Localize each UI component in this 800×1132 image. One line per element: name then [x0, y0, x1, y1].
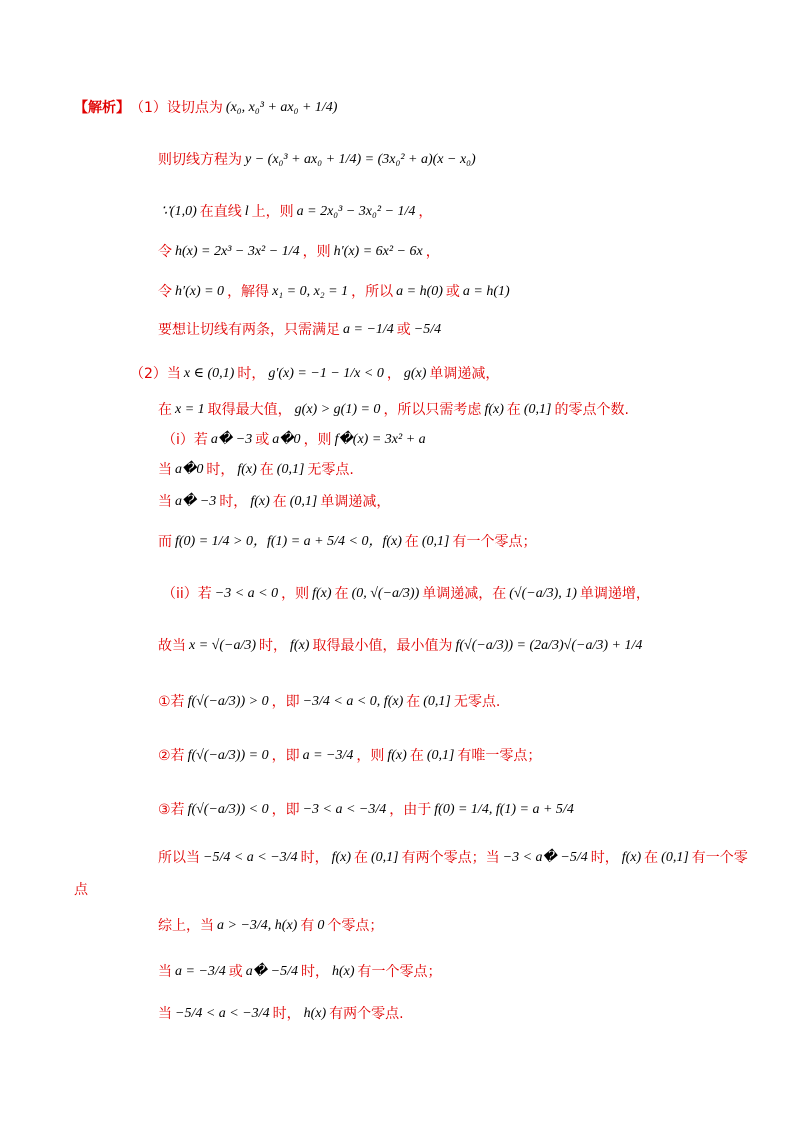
- text-line: [74, 880, 88, 900]
- text-segment: 在: [409, 748, 424, 764]
- math-expression: h(x): [303, 1006, 327, 1021]
- text-segment: 在: [259, 462, 274, 478]
- text-line: [158, 400, 629, 420]
- text-segment: 无零点.: [307, 462, 354, 478]
- text-segment: 要想让切线有两条，只需满足: [158, 322, 340, 338]
- text-segment: 令: [158, 284, 172, 300]
- text-segment: ，即: [271, 802, 300, 818]
- text-segment: 时，: [237, 366, 266, 382]
- math-expression: x = √(−a/3): [189, 638, 257, 653]
- math-expression: −5/4 < a < −3/4: [203, 850, 298, 865]
- math-expression: a > −3/4, h(x): [217, 918, 298, 933]
- text-segment: ，: [386, 366, 401, 382]
- math-expression: (x₀, x₀³ + ax₀ + 1/4): [225, 100, 338, 115]
- text-segment: 取得最小值，最小值为: [312, 638, 453, 654]
- text-line: [158, 746, 541, 766]
- text-line: [158, 636, 645, 656]
- math-expression: f(x): [331, 850, 352, 865]
- text-line: [158, 1004, 404, 1024]
- text-segment: 时，: [219, 494, 248, 510]
- math-expression: h(x): [332, 964, 355, 979]
- text-line: [158, 848, 748, 868]
- math-expression: a�0: [272, 432, 301, 447]
- math-expression: f(x): [237, 462, 257, 477]
- math-expression: −3 < a < 0: [214, 586, 279, 601]
- text-segment: 或: [255, 432, 270, 448]
- math-expression: g(x) > g(1) = 0: [294, 402, 381, 417]
- math-expression: f(x): [250, 494, 270, 509]
- text-segment: ，即: [271, 748, 300, 764]
- text-segment: 时，: [206, 462, 235, 478]
- text-segment: ，即: [271, 694, 300, 710]
- math-expression: (0,1]: [421, 534, 450, 549]
- text-line: [130, 364, 499, 384]
- text-line: [158, 202, 432, 222]
- math-expression: f(√(−a/3)) = (2a/3)√(−a/3) + 1/4: [455, 638, 643, 653]
- math-expression: f(x): [387, 748, 407, 763]
- math-expression: x ∈ (0,1): [183, 366, 235, 381]
- math-expression: (√(−a/3), 1): [509, 586, 577, 601]
- text-line: [158, 282, 513, 302]
- text-segment: 或: [228, 964, 243, 980]
- text-segment: 在: [334, 586, 349, 602]
- math-expression: f(0) = 1/4, f(1) = a + 5/4: [434, 802, 574, 817]
- math-expression: f(x): [484, 402, 504, 417]
- math-expression: −5/4 < a < −3/4: [175, 1006, 270, 1021]
- text-line: [158, 242, 440, 262]
- math-expression: (0, √(−a/3)): [351, 586, 420, 601]
- text-segment: 无零点.: [453, 694, 501, 710]
- text-line: [158, 962, 442, 982]
- text-segment: ，则: [303, 432, 332, 448]
- text-line: [158, 800, 577, 820]
- text-segment: （1）设切点为: [130, 100, 223, 116]
- math-expression: g(x): [403, 366, 427, 381]
- text-segment: 或: [396, 322, 411, 338]
- math-expression: 0: [317, 918, 325, 933]
- math-expression: a = h(1): [462, 284, 510, 299]
- text-segment: 在: [272, 494, 287, 510]
- text-segment: （ii）若: [162, 586, 212, 602]
- text-segment: 单调递减，: [429, 366, 500, 382]
- text-segment: 有两个零点；当: [401, 850, 500, 866]
- math-expression: f(√(−a/3)) = 0: [187, 748, 269, 763]
- math-expression: x = 1: [175, 402, 205, 417]
- text-segment: 单调递增，: [579, 586, 650, 602]
- math-expression: −3 < a < −3/4: [302, 802, 387, 817]
- text-segment: 当: [158, 494, 172, 510]
- text-segment: ，由于: [389, 802, 432, 818]
- math-expression: a = 2x₀³ − 3x₀² − 1/4: [296, 204, 416, 219]
- text-line: [158, 916, 383, 936]
- math-expression: f(√(−a/3)) < 0: [187, 802, 269, 817]
- text-segment: ②若: [158, 748, 185, 764]
- math-expression: g′(x) = −1 − 1/x < 0: [268, 366, 384, 381]
- math-expression: y − (x₀³ + ax₀ + 1/4) = (3x₀² + a)(x − x₀): [245, 152, 476, 167]
- text-segment: ，则: [356, 748, 385, 764]
- text-segment: 在: [406, 694, 421, 710]
- text-segment: 当: [158, 1006, 172, 1022]
- text-line: [74, 98, 340, 118]
- math-expression: −5/4: [413, 322, 442, 337]
- math-expression: (0,1]: [289, 494, 318, 509]
- text-segment: 有: [300, 918, 315, 934]
- text-segment: 时，: [301, 964, 329, 980]
- text-segment: ，所以只需考虑: [383, 402, 482, 418]
- text-segment: 则切线方程为: [158, 152, 242, 168]
- math-expression: f(x): [290, 638, 310, 653]
- text-segment: 而: [158, 534, 172, 550]
- math-expression: a� −5/4: [245, 964, 298, 979]
- math-expression: −3 < a� −5/4: [502, 850, 588, 865]
- text-line: [158, 320, 444, 340]
- text-line: [158, 460, 354, 480]
- text-segment: 单调递减，在: [422, 586, 507, 602]
- text-line: [158, 492, 390, 512]
- text-segment: 当: [158, 462, 172, 478]
- math-expression: h′(x) = 6x² − 6x: [333, 244, 423, 259]
- math-expression: f(x): [312, 586, 332, 601]
- text-segment: 的零点个数.: [554, 402, 629, 418]
- text-segment: ③若: [158, 802, 185, 818]
- text-segment: 有一个零: [691, 850, 748, 866]
- text-segment: 上，则: [251, 204, 294, 220]
- text-segment: 单调递减，: [320, 494, 391, 510]
- text-segment: ，: [425, 244, 440, 260]
- math-expression: h(x) = 2x³ − 3x² − 1/4: [175, 244, 300, 259]
- text-segment: ，则: [302, 244, 331, 260]
- text-segment: 时，: [300, 850, 329, 866]
- text-segment: 或: [445, 284, 460, 300]
- text-line: [158, 692, 500, 712]
- math-expression: a = −3/4: [302, 748, 354, 763]
- math-expression: f(√(−a/3)) > 0: [187, 694, 269, 709]
- text-segment: 有一个零点；: [357, 964, 442, 980]
- text-segment: ，所以: [351, 284, 394, 300]
- text-line: [158, 532, 537, 552]
- text-segment: ，解得: [227, 284, 270, 300]
- math-expression: a = −1/4: [343, 322, 394, 337]
- text-line: [162, 430, 429, 450]
- text-segment: 在: [158, 402, 172, 418]
- text-line: [162, 584, 650, 604]
- text-segment: 个零点；: [327, 918, 384, 934]
- text-segment: 取得最大值，: [207, 402, 292, 418]
- text-segment: 时，: [272, 1006, 301, 1022]
- math-expression: (0,1]: [423, 694, 451, 709]
- text-segment: ①若: [158, 694, 185, 710]
- math-expression: l: [244, 204, 249, 219]
- math-expression: a�0: [175, 462, 204, 477]
- math-expression: f(0) = 1/4 > 0，f(1) = a + 5/4 < 0，f(x): [175, 534, 402, 549]
- text-segment: 【解析】: [74, 100, 130, 116]
- math-expression: a = h(0): [396, 284, 443, 299]
- math-expression: (0,1]: [276, 462, 305, 477]
- text-segment: 时，: [259, 638, 288, 654]
- math-expression: (0,1]: [523, 402, 552, 417]
- text-segment: 在: [404, 534, 419, 550]
- math-expression: (0,1]: [371, 850, 399, 865]
- text-segment: 在: [506, 402, 521, 418]
- math-expression: ∵(1,0): [161, 204, 197, 219]
- text-segment: 点: [74, 882, 88, 898]
- text-segment: 综上，当: [158, 918, 214, 934]
- text-segment: ，: [418, 204, 433, 220]
- text-segment: （i）若: [162, 432, 208, 448]
- text-segment: 时，: [590, 850, 619, 866]
- math-expression: a� −3: [210, 432, 253, 447]
- text-segment: 在直线: [199, 204, 242, 220]
- math-expression: (0,1]: [426, 748, 455, 763]
- text-segment: （2）当: [130, 366, 181, 382]
- math-expression: −3/4 < a < 0, f(x): [302, 694, 404, 709]
- text-segment: 当: [158, 964, 172, 980]
- text-segment: 故当: [158, 638, 186, 654]
- math-expression: h′(x) = 0: [175, 284, 225, 299]
- math-expression: f�(x) = 3x² + a: [334, 432, 426, 447]
- math-expression: (0,1]: [661, 850, 689, 865]
- math-expression: x₁ = 0, x₂ = 1: [272, 284, 349, 299]
- text-segment: 有两个零点.: [329, 1006, 404, 1022]
- math-expression: a� −3: [175, 494, 217, 509]
- math-expression: f(x): [621, 850, 642, 865]
- text-segment: ，则: [281, 586, 310, 602]
- text-segment: 令: [158, 244, 172, 260]
- text-segment: 有唯一零点；: [457, 748, 542, 764]
- text-segment: 在: [644, 850, 659, 866]
- text-segment: 有一个零点；: [452, 534, 537, 550]
- text-segment: 在: [354, 850, 369, 866]
- text-segment: 所以当: [158, 850, 200, 866]
- math-expression: a = −3/4: [175, 964, 226, 979]
- text-line: [158, 150, 479, 170]
